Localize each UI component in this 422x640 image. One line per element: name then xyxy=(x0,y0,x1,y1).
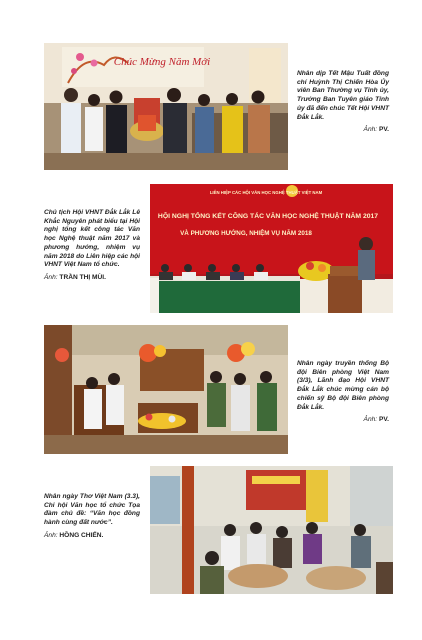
credit-name: HỒNG CHIẾN. xyxy=(59,531,104,539)
credit-label: Ảnh: xyxy=(363,416,378,424)
credit-name: PV. xyxy=(378,126,389,134)
photo-tet-greeting xyxy=(44,43,288,170)
conference-title-text: HỘI NGHỊ TỔNG KẾT CÔNG TÁC VĂN HỌC NGHỆ THUẬT NĂM 2017 xyxy=(157,213,379,220)
caption-text: Chủ tịch Hội VHNT Đắk Lắk Lê Khắc Nguyên phát biểu tại Hội nghị tổng kết công tác Văn học Nghệ thuật năm 2017 và phương hướng, nhiệm vụ năm 2018 do Liên hiệp các hội VHNT Việt Nam tổ chức. xyxy=(44,209,140,269)
photo-poetry-seminar-image xyxy=(150,466,393,594)
tet-banner-text: Chúc Mừng Năm Mới xyxy=(113,56,211,68)
photo-border-guard xyxy=(44,325,288,454)
caption-block-1 xyxy=(297,70,389,135)
credit-name: TRẦN THỊ MÙI. xyxy=(59,273,106,281)
caption-text: Nhân ngày truyền thống Bộ đội Biên phòng Việt Nam (3/3), Lãnh đạo Hội VHNT Đắk Lắk chúc mừng cán bộ chiến sỹ Bộ đội Biên phòng Đắk Lắk. xyxy=(297,360,389,411)
caption-block-4 xyxy=(44,493,140,541)
caption-text: Nhân ngày Thơ Việt Nam (3.3), Chi hội Văn học tổ chức Tọa đàm chủ đề: “Văn học đồng hành cùng đất nước”. xyxy=(44,493,140,527)
credit-label: Ảnh: xyxy=(44,273,58,281)
credit-label: Ảnh: xyxy=(363,126,378,134)
credit-name: PV. xyxy=(378,416,389,424)
photo-poetry-seminar xyxy=(150,466,393,594)
photo-credit xyxy=(44,532,140,541)
photo-conference xyxy=(150,184,393,313)
caption-text: Nhân dịp Tết Mậu Tuất đồng chí Huỳnh Thị Chiến Hòa Ủy viên Ban Thường vụ Tỉnh ủy, Trưởng Ban Tuyên giáo Tỉnh ủy đã đến chúc Tết Hội VHNT Đắk Lắk. xyxy=(297,70,389,121)
photo-conference-image xyxy=(150,184,393,313)
caption-block-3 xyxy=(297,360,389,425)
conference-subtitle-text: VÀ PHƯƠNG HƯỚNG, NHIỆM VỤ NĂM 2018 xyxy=(180,230,312,237)
photo-border-guard-image xyxy=(44,325,288,454)
photo-credit xyxy=(297,126,389,135)
photo-tet-greeting-image xyxy=(44,43,288,170)
photo-credit xyxy=(297,416,389,425)
caption-block-2 xyxy=(44,209,140,283)
conference-org-text: LIÊN HIỆP CÁC HỘI VĂN HỌC NGHỆ THUẬT VIỆT NAM xyxy=(209,190,323,195)
credit-label: Ảnh: xyxy=(44,531,58,539)
photo-credit xyxy=(44,274,140,283)
